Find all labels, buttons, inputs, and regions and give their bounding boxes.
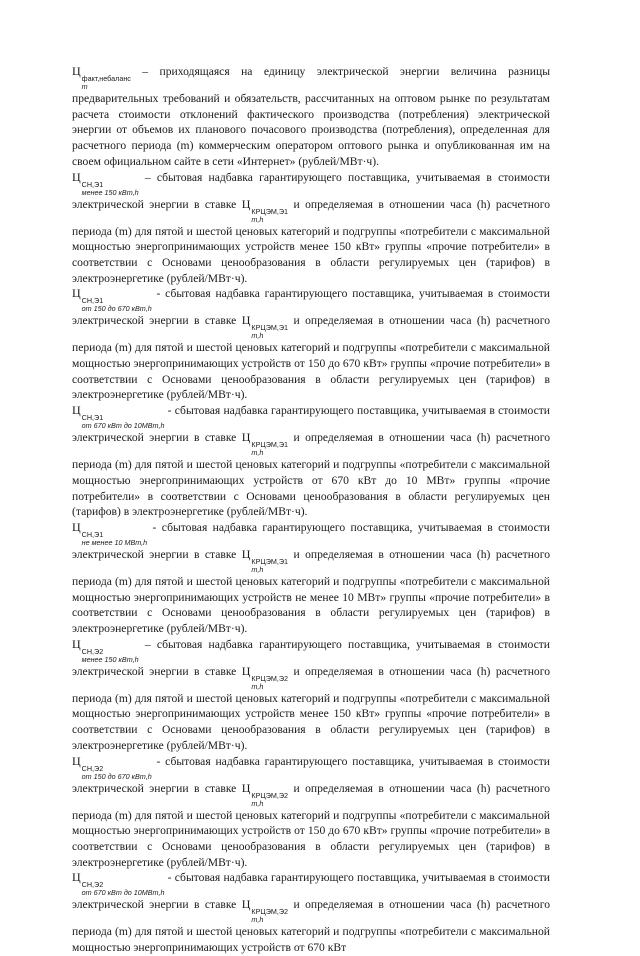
symbol-subscript: не менее 10 МВт,h [81,537,148,547]
symbol-subscript: m,h [251,564,264,574]
symbol-base: Ц [72,169,81,184]
definition-text: - сбытовая надбавка гарантирующего поставщика, учитываемая в стоимости электрической энергии в ставке [72,287,550,328]
symbol-subscript: от 670 кВт до 10МВт,h [81,888,165,898]
symbol-subscript: m,h [251,214,264,224]
definition-text: и определяемая в отношении часа (h) расчетного периода (m) для пятой и шестой ценовых категорий и подгруппы «потребители с максимальной мощностью энергопринимающих устройств от 670 кВт до 10 МВт» группы «прочие потребители» в соответствии с Основами ценообразования в области регулируемых цен (тарифов) в электроэнергетике (рублей/МВт·ч). [72,431,550,519]
definition-text: и определяемая в отношении часа (h) расчетного периода (m) для пятой и шестой ценовых категорий и подгруппы «потребители с максимальной мощностью энергопринимающих устройств менее 150 кВт» группы «прочие потребители» в соответствии с Основами ценообразования в области регулируемых цен (тарифов) в электроэнергетике (рублей/МВт·ч). [72,664,550,752]
definition-paragraph [72,870,550,955]
symbol-base: Ц [72,286,81,301]
definition-text: – приходящаяся на единицу электрической энергии величина разницы предварительных требований и обязательств, рассчитанных на оптовом рынке по результатам расчета стоимости отклонений фактического производства (потребления) электрической энергии от объемов их планового почасового производства (потребления), определенная для расчетного периода (m) коммерческим оператором оптового рынка и опубликованная им на своем официальном сайте в сети «Интернет» (рублей/МВт·ч). [72,65,550,168]
definition-text: – сбытовая надбавка гарантирующего поставщика, учитываемая в стоимости электрической энергии в ставке [72,637,550,678]
symbol-base: Ц [241,897,251,912]
definition-paragraph [72,637,550,754]
definition-paragraph [72,754,550,871]
symbol-subscript: от 670 кВт до 10МВт,h [81,421,165,431]
symbol-base: Ц [241,663,251,678]
definition-text: и определяемая в отношении часа (h) расчетного периода (m) для пятой и шестой ценовых категорий и подгруппы «потребители с максимальной мощностью энергопринимающих устройств от 150 до 670 кВт» группы «прочие потребители» в соответствии с Основами ценообразования в области регулируемых цен (тарифов) в электроэнергетике (рублей/МВт·ч). [72,781,550,869]
definition-paragraph [72,403,550,520]
symbol-base: Ц [72,519,81,534]
symbol-superscript: СН,Э1 [81,413,104,423]
symbol-superscript: КРЦЭМ,Э2 [251,907,289,917]
inline-formula-symbol [241,897,289,925]
symbol-base: Ц [72,403,81,418]
symbol-superscript: СН,Э1 [81,296,104,306]
formula-symbol [72,169,139,197]
formula-symbol [72,403,165,431]
symbol-base: Ц [72,64,81,78]
symbol-superscript: КРЦЭМ,Э1 [251,556,289,566]
symbol-superscript: СН,Э1 [81,179,104,189]
symbol-subscript: m,h [251,915,264,925]
symbol-base: Ц [241,430,251,445]
symbol-base: Ц [241,546,251,561]
symbol-subscript: m,h [251,798,264,808]
symbol-base: Ц [241,313,251,328]
formula-symbol [72,64,131,91]
symbol-base: Ц [241,780,251,795]
formula-symbol [72,286,152,314]
definition-paragraph [72,64,550,170]
symbol-superscript: КРЦЭМ,Э2 [251,673,289,683]
inline-formula-symbol [241,430,289,458]
formula-symbol [72,636,139,664]
symbol-base: Ц [241,196,251,211]
definition-text: - сбытовая надбавка гарантирующего поставщика, учитываемая в стоимости электрической энергии в ставке [72,404,550,445]
definition-text: и определяемая в отношении часа (h) расчетного периода (m) для пятой и шестой ценовых категорий и подгруппы «потребители с максимальной мощностью энергопринимающих устройств менее 150 кВт» группы «прочие потребители» в соответствии с Основами ценообразования в области регулируемых цен (тарифов) в электроэнергетике (рублей/МВт·ч). [72,197,550,285]
inline-formula-symbol [241,780,289,808]
symbol-subscript: менее 150 кВт,h [81,654,139,664]
inline-formula-symbol [241,196,289,224]
definition-text: – сбытовая надбавка гарантирующего поставщика, учитываемая в стоимости электрической энергии в ставке [72,170,550,211]
symbol-superscript: СН,Э2 [81,763,104,773]
definition-text: - сбытовая надбавка гарантирующего поставщика, учитываемая в стоимости электрической энергии в ставке [72,871,550,912]
definition-text: и определяемая в отношении часа (h) расчетного периода (m) для пятой и шестой ценовых категорий и подгруппы «потребители с максимальной мощностью энергопринимающих устройств от 670 кВт [72,898,550,955]
symbol-base: Ц [72,753,81,768]
symbol-subscript: m,h [251,331,264,341]
symbol-subscript: от 150 до 670 кВт,h [81,771,152,781]
definition-paragraph [72,170,550,287]
document-page [72,64,550,956]
symbol-subscript: m,h [251,681,264,691]
inline-formula-symbol [241,313,289,341]
symbol-subscript: менее 150 кВт,h [81,187,139,197]
symbol-superscript: СН,Э2 [81,880,104,890]
symbol-superscript: КРЦЭМ,Э2 [251,790,289,800]
symbol-superscript: СН,Э1 [81,529,104,539]
formula-symbol [72,753,152,781]
symbol-superscript: КРЦЭМ,Э1 [251,206,289,216]
definition-paragraph [72,286,550,403]
definition-paragraph [72,520,550,637]
symbol-base: Ц [72,636,81,651]
definition-text: - сбытовая надбавка гарантирующего поставщика, учитываемая в стоимости электрической энергии в ставке [72,520,550,561]
definition-text: - сбытовая надбавка гарантирующего поставщика, учитываемая в стоимости электрической энергии в ставке [72,754,550,795]
symbol-superscript: СН,Э2 [81,646,104,656]
symbol-subscript: от 150 до 670 кВт,h [81,304,152,314]
symbol-subscript: m [81,82,88,91]
symbol-superscript: КРЦЭМ,Э1 [251,440,289,450]
formula-symbol [72,870,165,898]
inline-formula-symbol [241,546,289,574]
formula-symbol [72,519,148,547]
symbol-superscript: КРЦЭМ,Э1 [251,323,289,333]
inline-formula-symbol [241,663,289,691]
definition-text: и определяемая в отношении часа (h) расчетного периода (m) для пятой и шестой ценовых категорий и подгруппы «потребители с максимальной мощностью энергопринимающих устройств не менее 10 МВт» группы «прочие потребители» в соответствии с Основами ценообразования в области регулируемых цен (тарифов) в электроэнергетике (рублей/МВт·ч). [72,547,550,636]
definition-text: и определяемая в отношении часа (h) расчетного периода (m) для пятой и шестой ценовых категорий и подгруппы «потребители с максимальной мощностью энергопринимающих устройств от 150 до 670 кВт» группы «прочие потребители» в соответствии с Основами ценообразования в области регулируемых цен (тарифов) в электроэнергетике (рублей/МВт·ч). [72,314,550,402]
symbol-base: Ц [72,870,81,885]
symbol-subscript: m,h [251,448,264,458]
symbol-superscript: факт,небаланс [81,74,131,83]
